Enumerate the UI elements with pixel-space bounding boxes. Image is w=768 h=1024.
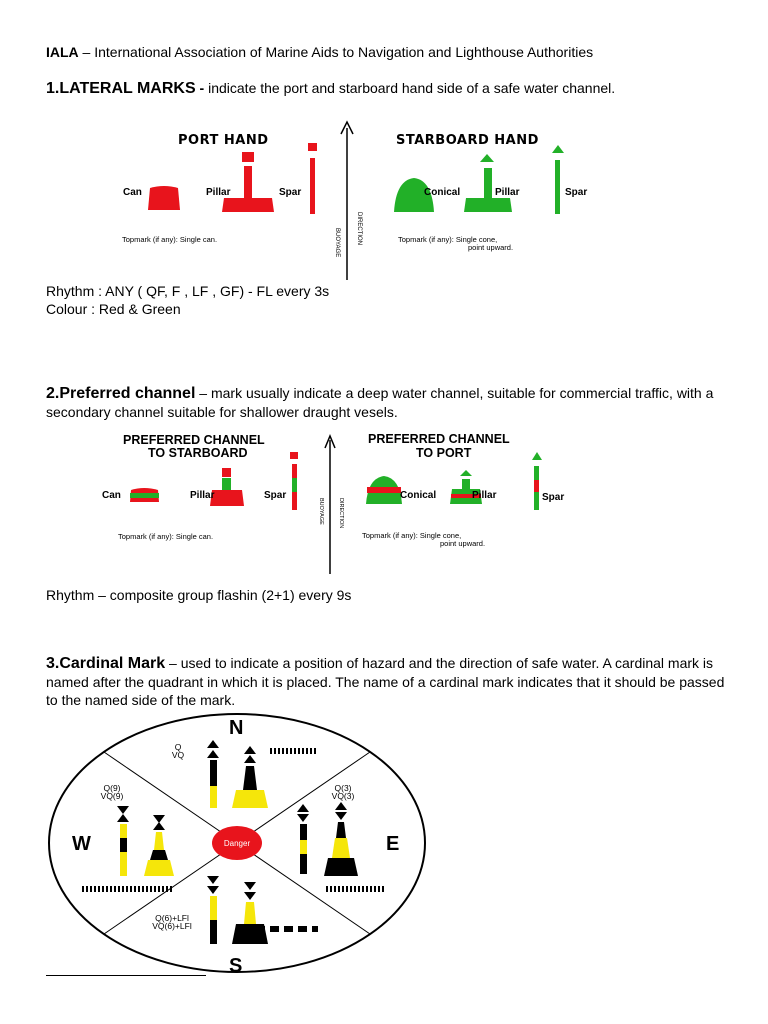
- preferred-description: – mark usually indicate a deep water channel, suitable for commercial traffic, with a secondary channel suitable for shallower draught vesels.: [46, 385, 714, 420]
- cardinal-paragraph: [46, 654, 736, 709]
- pref-left-topmark: Topmark (if any): Single can.: [118, 532, 214, 541]
- cardinal-marks-figure: [46, 710, 428, 976]
- buoyage-direction-arrow: [341, 122, 353, 280]
- pref-arrow-label-buoyage: BUOYAGE: [318, 498, 324, 525]
- cardinal-heading: 3.Cardinal Mark: [46, 655, 166, 672]
- south-rhythm-1: Q(6)+LFl: [155, 913, 189, 923]
- preferred-heading: 2.Preferred channel: [46, 385, 196, 402]
- lateral-heading-line: [46, 79, 746, 98]
- pref-right-pillar-label: Pillar: [472, 490, 497, 501]
- pref-starboard-pillar-buoy: [210, 468, 244, 506]
- port-topmark-note: Topmark (if any): Single can.: [122, 235, 218, 244]
- port-can-buoy: [148, 186, 180, 210]
- west-light-pattern: [80, 886, 172, 892]
- south-rhythm-2: VQ(6)+LFl: [152, 921, 192, 931]
- left-title-1: PREFERRED CHANNEL: [123, 433, 265, 447]
- pref-right-topmark-1: Topmark (if any): Single cone,: [362, 531, 462, 540]
- north-rhythm-1: Q: [174, 742, 182, 752]
- south-light-pattern: [258, 926, 318, 932]
- arrow-label-direction: DIRECTION: [356, 212, 362, 245]
- south-letter: S: [229, 955, 243, 976]
- north-letter: N: [229, 717, 244, 739]
- port-pillar-label: Pillar: [206, 187, 231, 198]
- iala-definition: – International Association of Marine Aids to Navigation and Lighthouse Authorities: [78, 44, 594, 60]
- starboard-topmark-note-1: Topmark (if any): Single cone,: [398, 235, 498, 244]
- pref-right-conical-label: Conical: [400, 490, 437, 501]
- north-light-pattern: [268, 748, 318, 754]
- lateral-colour: Colour : Red & Green: [46, 301, 181, 317]
- pref-port-conical-buoy: [366, 476, 402, 504]
- east-rhythm-2: VQ(3): [331, 791, 355, 801]
- lateral-rhythm: Rhythm : ANY ( QF, F , LF , GF) - FL every 3s: [46, 283, 330, 299]
- west-rhythm-2: VQ(9): [100, 791, 124, 801]
- starboard-pillar-label: Pillar: [495, 187, 520, 198]
- arrow-label-buoyage: BUOYAGE: [334, 228, 340, 258]
- footnote-separator: [46, 975, 206, 976]
- pref-port-spar-buoy: [532, 452, 542, 510]
- west-letter: W: [72, 833, 91, 855]
- port-hand-title: PORT HAND: [178, 133, 269, 148]
- pref-left-can-label: Can: [102, 490, 121, 501]
- east-letter: E: [386, 833, 400, 855]
- preferred-rhythm: Rhythm – composite group flashin (2+1) every 9s: [46, 587, 352, 603]
- port-spar-buoy: [308, 143, 317, 214]
- right-title-1: PREFERRED CHANNEL: [368, 432, 510, 446]
- lateral-dash: -: [195, 80, 209, 96]
- intro-line: [46, 43, 746, 61]
- starboard-topmark-note-2: point upward.: [468, 243, 514, 252]
- port-can-label: Can: [123, 187, 142, 198]
- lateral-description: indicate the port and starboard hand side of a safe water channel.: [208, 80, 616, 96]
- lateral-marks-figure: [118, 118, 598, 280]
- pref-left-spar-label: Spar: [264, 490, 287, 501]
- north-rhythm-2: VQ: [171, 750, 185, 760]
- pref-arrow-label-direction: DIRECTION: [338, 498, 344, 529]
- pref-starboard-spar-buoy: [290, 452, 298, 510]
- east-rhythm-1: Q(3): [334, 783, 352, 793]
- left-title-2: TO STARBOARD: [148, 446, 248, 460]
- pref-right-spar-label: Spar: [542, 492, 565, 503]
- starboard-hand-title: STARBOARD HAND: [396, 133, 539, 148]
- preferred-channel-figure: [98, 426, 578, 574]
- preferred-paragraph: [46, 384, 736, 421]
- pref-left-pillar-label: Pillar: [190, 490, 215, 501]
- port-pillar-buoy: [222, 152, 274, 212]
- starboard-conical-label: Conical: [424, 187, 461, 198]
- pref-starboard-can-buoy: [130, 488, 159, 502]
- iala-abbr: IALA: [46, 44, 79, 60]
- east-light-pattern: [326, 886, 386, 892]
- pref-right-topmark-2: point upward.: [440, 539, 486, 548]
- lateral-heading: 1.LATERAL MARKS: [46, 80, 196, 97]
- danger-label: Danger: [223, 839, 251, 848]
- right-title-2: TO PORT: [416, 446, 472, 460]
- starboard-spar-label: Spar: [565, 187, 588, 198]
- pref-direction-arrow: [325, 436, 335, 574]
- port-spar-label: Spar: [279, 187, 302, 198]
- west-rhythm-1: Q(9): [103, 783, 121, 793]
- cardinal-description: – used to indicate a position of hazard and the direction of safe water. A cardinal mark is named after the quadrant in which it is placed. The name of a cardinal mark indicates that it should be passed to the named side of the mark.: [46, 655, 725, 708]
- starboard-pillar-buoy: [464, 154, 512, 212]
- starboard-spar-buoy: [552, 145, 564, 214]
